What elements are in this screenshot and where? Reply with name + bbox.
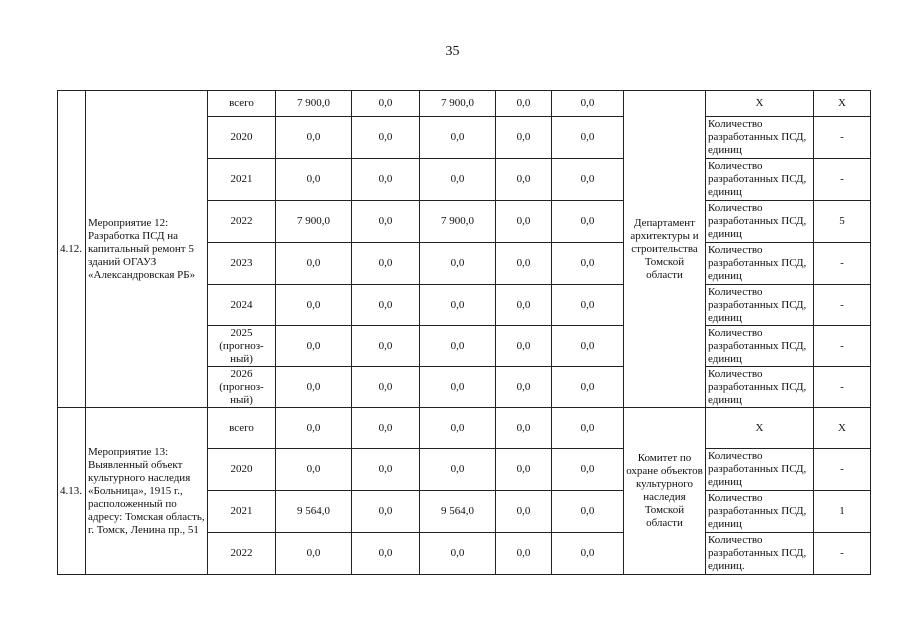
year-cell: 2021	[208, 491, 276, 533]
indicator-value: -	[814, 449, 871, 491]
federal-cell: 0,0	[352, 285, 420, 326]
regional-cell: 0,0	[420, 408, 496, 449]
extra-budget-cell: 0,0	[552, 326, 624, 367]
local-cell: 0,0	[496, 449, 552, 491]
extra-budget-cell: 0,0	[552, 159, 624, 201]
year-cell: всего	[208, 91, 276, 117]
indicator-cell: Количество разработанных ПСД, единиц	[706, 243, 814, 285]
extra-budget-cell: 0,0	[552, 243, 624, 285]
extra-budget-cell: 0,0	[552, 449, 624, 491]
federal-cell: 0,0	[352, 449, 420, 491]
indicator-value: -	[814, 533, 871, 575]
indicator-value: -	[814, 367, 871, 408]
regional-cell: 0,0	[420, 243, 496, 285]
local-cell: 0,0	[496, 159, 552, 201]
extra-budget-cell: 0,0	[552, 285, 624, 326]
regional-cell: 0,0	[420, 449, 496, 491]
indicator-cell: Количество разработанных ПСД, единиц	[706, 159, 814, 201]
indicator-cell: Количество разработанных ПСД, единиц	[706, 201, 814, 243]
federal-cell: 0,0	[352, 326, 420, 367]
year-cell: 2023	[208, 243, 276, 285]
total-cell: 0,0	[276, 285, 352, 326]
year-cell: 2021	[208, 159, 276, 201]
total-cell: 7 900,0	[276, 91, 352, 117]
total-cell: 0,0	[276, 367, 352, 408]
extra-budget-cell: 0,0	[552, 408, 624, 449]
indicator-value: -	[814, 326, 871, 367]
federal-cell: 0,0	[352, 408, 420, 449]
regional-cell: 7 900,0	[420, 201, 496, 243]
total-cell: 0,0	[276, 408, 352, 449]
local-cell: 0,0	[496, 326, 552, 367]
regional-cell: 0,0	[420, 159, 496, 201]
total-cell: 0,0	[276, 449, 352, 491]
year-cell: 2020	[208, 117, 276, 159]
indicator-cell: Количество разработанных ПСД, единиц.	[706, 533, 814, 575]
extra-budget-cell: 0,0	[552, 91, 624, 117]
year-cell: 2026 (прогноз-ный)	[208, 367, 276, 408]
program-table	[57, 90, 871, 575]
table-row	[58, 408, 871, 449]
total-cell: 7 900,0	[276, 201, 352, 243]
indicator-cell: X	[706, 408, 814, 449]
local-cell: 0,0	[496, 533, 552, 575]
total-cell: 9 564,0	[276, 491, 352, 533]
extra-budget-cell: 0,0	[552, 117, 624, 159]
local-cell: 0,0	[496, 491, 552, 533]
year-cell: 2022	[208, 533, 276, 575]
federal-cell: 0,0	[352, 159, 420, 201]
total-cell: 0,0	[276, 243, 352, 285]
indicator-cell: Количество разработанных ПСД, единиц	[706, 367, 814, 408]
indicator-value: -	[814, 117, 871, 159]
local-cell: 0,0	[496, 91, 552, 117]
indicator-value: -	[814, 159, 871, 201]
indicator-cell: Количество разработанных ПСД, единиц	[706, 117, 814, 159]
year-cell: 2024	[208, 285, 276, 326]
local-cell: 0,0	[496, 408, 552, 449]
activity-name: Мероприятие 12: Разработка ПСД на капитальный ремонт 5 зданий ОГАУЗ «Александровская РБ»	[86, 91, 208, 408]
extra-budget-cell: 0,0	[552, 533, 624, 575]
total-cell: 0,0	[276, 159, 352, 201]
year-cell: 2020	[208, 449, 276, 491]
executor: Комитет по охране объектов культурного наследия Томской области	[624, 408, 706, 575]
regional-cell: 0,0	[420, 533, 496, 575]
section-number: 4.13.	[58, 408, 86, 575]
indicator-value: -	[814, 243, 871, 285]
indicator-cell: Количество разработанных ПСД, единиц	[706, 449, 814, 491]
indicator-cell: Количество разработанных ПСД, единиц	[706, 491, 814, 533]
local-cell: 0,0	[496, 285, 552, 326]
page-number: 35	[445, 44, 460, 59]
regional-cell: 0,0	[420, 326, 496, 367]
federal-cell: 0,0	[352, 201, 420, 243]
federal-cell: 0,0	[352, 91, 420, 117]
activity-name: Мероприятие 13: Выявленный объект культурного наследия «Больница», 1915 г., расположенный по адресу: Томская область, г. Томск, Ленина пр., 51	[86, 408, 208, 575]
section-number: 4.12.	[58, 91, 86, 408]
regional-cell: 7 900,0	[420, 91, 496, 117]
local-cell: 0,0	[496, 243, 552, 285]
extra-budget-cell: 0,0	[552, 367, 624, 408]
year-cell: всего	[208, 408, 276, 449]
regional-cell: 0,0	[420, 367, 496, 408]
total-cell: 0,0	[276, 117, 352, 159]
indicator-value: -	[814, 285, 871, 326]
indicator-value: X	[814, 91, 871, 117]
indicator-value: 5	[814, 201, 871, 243]
total-cell: 0,0	[276, 326, 352, 367]
local-cell: 0,0	[496, 117, 552, 159]
regional-cell: 0,0	[420, 117, 496, 159]
indicator-cell: Количество разработанных ПСД, единиц	[706, 285, 814, 326]
indicator-cell: X	[706, 91, 814, 117]
federal-cell: 0,0	[352, 491, 420, 533]
federal-cell: 0,0	[352, 533, 420, 575]
regional-cell: 9 564,0	[420, 491, 496, 533]
table-body	[58, 91, 871, 575]
indicator-value: 1	[814, 491, 871, 533]
federal-cell: 0,0	[352, 367, 420, 408]
indicator-value: X	[814, 408, 871, 449]
extra-budget-cell: 0,0	[552, 201, 624, 243]
table-row	[58, 91, 871, 117]
year-cell: 2025 (прогноз-ный)	[208, 326, 276, 367]
executor: Департамент архитектуры и строительства Томской области	[624, 91, 706, 408]
extra-budget-cell: 0,0	[552, 491, 624, 533]
local-cell: 0,0	[496, 367, 552, 408]
regional-cell: 0,0	[420, 285, 496, 326]
local-cell: 0,0	[496, 201, 552, 243]
total-cell: 0,0	[276, 533, 352, 575]
year-cell: 2022	[208, 201, 276, 243]
indicator-cell: Количество разработанных ПСД, единиц	[706, 326, 814, 367]
federal-cell: 0,0	[352, 243, 420, 285]
federal-cell: 0,0	[352, 117, 420, 159]
